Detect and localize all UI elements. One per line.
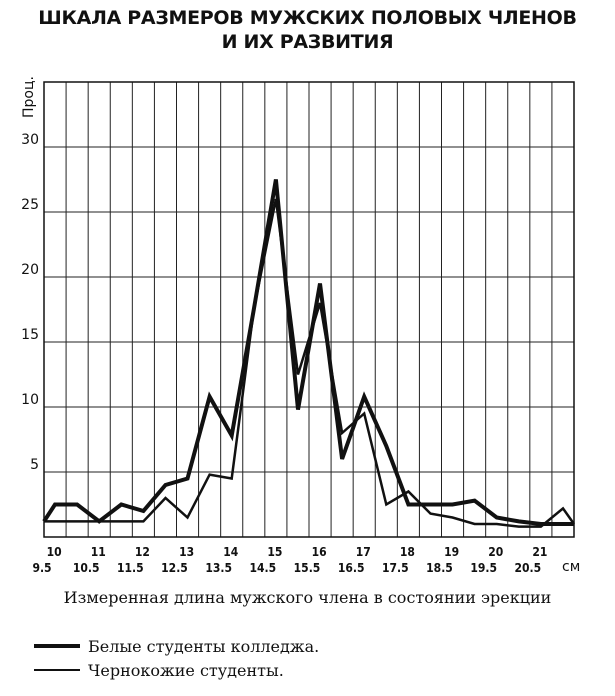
y-tick-label: 5 <box>30 457 39 473</box>
y-axis-ticks <box>21 132 39 473</box>
x-tick-label: 18.5 <box>426 561 453 575</box>
x-tick-label: 14 <box>223 545 239 559</box>
y-tick-label: 25 <box>21 197 39 213</box>
x-tick-label: 12.5 <box>161 561 188 575</box>
x-tick-label: 17.5 <box>382 561 409 575</box>
grid <box>44 82 574 537</box>
x-tick-label: 10.5 <box>72 561 100 575</box>
legend <box>34 634 319 682</box>
x-tick-label: 16.5 <box>337 561 365 575</box>
x-tick-label: 12 <box>134 545 150 559</box>
y-tick-label: 10 <box>21 392 39 408</box>
y-tick-label: 30 <box>21 132 39 148</box>
x-tick-label: 13.5 <box>205 561 232 575</box>
chart-title-line-1: ШКАЛА РАЗМЕРОВ МУЖСКИХ ПОЛОВЫХ ЧЛЕНОВ <box>38 7 577 29</box>
legend-label-black-students: Чернокожие студенты. <box>88 660 284 680</box>
x-tick-label: 21 <box>532 545 548 559</box>
x-tick-label: 16 <box>311 545 327 559</box>
x-axis-unit: см <box>562 559 581 575</box>
legend-label-white-students: Белые студенты колледжа. <box>88 636 320 656</box>
x-tick-label: 14.5 <box>249 561 277 575</box>
chart-title-line-2: И ИХ РАЗВИТИЯ <box>221 31 394 53</box>
y-tick-label: 20 <box>21 262 39 278</box>
x-axis-label: Измеренная длина мужского члена в состоянии эрекции <box>63 588 552 607</box>
x-tick-label: 11 <box>90 545 106 559</box>
x-tick-label: 13 <box>179 545 195 559</box>
legend-swatch-thin <box>34 669 80 671</box>
y-tick-label: 15 <box>21 327 39 343</box>
legend-swatch-thick <box>34 644 80 648</box>
x-tick-label: 20 <box>488 545 504 559</box>
y-axis-label: Проц. <box>21 76 37 118</box>
x-tick-label: 17 <box>355 545 371 559</box>
x-tick-label: 20.5 <box>514 561 542 575</box>
x-tick-label: 18 <box>399 545 415 559</box>
x-tick-label: 15 <box>267 545 283 559</box>
x-tick-label: 19 <box>444 545 460 559</box>
x-axis-ticks <box>32 545 547 575</box>
x-tick-label: 10 <box>46 545 62 559</box>
x-tick-label: 19.5 <box>470 561 497 575</box>
legend-item-black-students <box>34 658 319 682</box>
x-tick-label: 11.5 <box>117 561 144 575</box>
x-tick-label: 9.5 <box>32 561 52 575</box>
x-tick-label: 15.5 <box>293 561 321 575</box>
legend-item-white-students <box>34 634 319 658</box>
